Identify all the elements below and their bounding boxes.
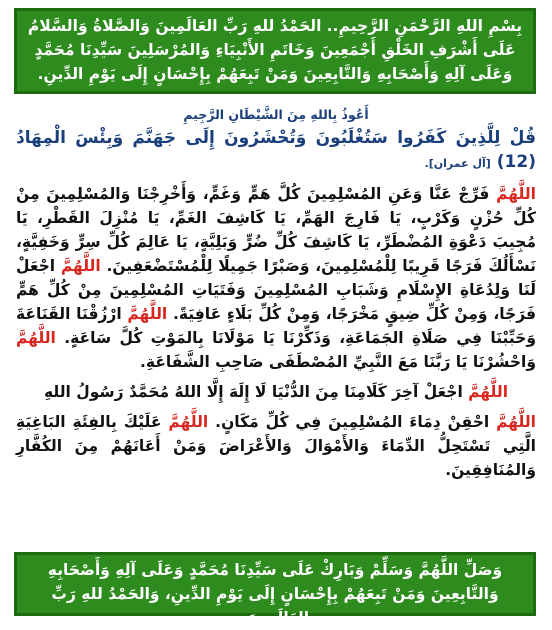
dua-paragraph-3 <box>16 410 536 482</box>
allahumma-word: اللَّهُمَّ <box>496 185 536 203</box>
main-content <box>16 100 536 548</box>
dua-text: اجْعَلْ آخِرَ كَلَامِنَا مِنَ الدُّنْيَا لَا إِلَهَ إِلَّا اللهُ مُحَمَّدٌ رَسُولُ اللهِ <box>43 383 469 401</box>
verse-reference: [آل عمران]. <box>424 157 491 170</box>
opening-text: بِسْمِ اللهِ الرَّحْمَنِ الرَّحِيمِ.. الحَمْدُ للهِ رَبِّ العَالَمِينَ وَالصَّلاةُ وَالسَّلامُ عَلَى أَشْرَفِ الخَلْقِ أَجْمَعِينَ وَخَاتَمِ الأَنْبِيَاءِ وَالمُرْسَلِينَ سَيِّدِنَا مُحَمَّدٍ وَعَلَى آلِهِ وَأَصْحَابِهِ وَالتَّابِعِينَ وَمَنْ تَبِعَهُمْ بِإِحْسَانٍ إِلَى يَوْمِ الدِّينِ. <box>27 17 523 83</box>
allahumma-word: اللَّهُمَّ <box>468 383 509 401</box>
dua-text: ارْزُقْنَا القَنَاعَةَ وَحَبِّبْنَا فِي صَلَاةِ الجَمَاعَةِ، وَذَكِّرْنَا يَا مَوْلَانَا بِالمَوْتِ كُلَّ سَاعَةٍ. <box>16 305 536 347</box>
dua-paragraph-1 <box>16 182 536 374</box>
dua-text: اجْعَلْ لَنَا وَلِدُعَاةِ الإِسْلَامِ وَشَبَابِ المُسْلِمِينَ وَفَتَيَاتِ المُسْلِمِينَ مِنْ كُلِّ هَمٍّ فَرَجًا، وَمِنْ كُلِّ ضِيقٍ مَخْرَجًا، وَمِنْ كُلِّ بَلَاءٍ عَافِيَةً. <box>16 257 536 323</box>
dua-text: احْقِنْ دِمَاءَ المُسْلِمِينَ فِي كُلِّ مَكَانٍ. <box>208 413 497 431</box>
dua-text: عَلَيْكَ بِالفِئَةِ البَاغِيَةِ الَّتِي تَسْتَحِلُّ الدِّمَاءَ وَالأَمْوَالَ وَالأَعْرَاضَ وَمَنْ أَعَانَهُمْ مِنَ الكُفَّارِ وَالمُنَافِقِينَ. <box>16 413 536 479</box>
dua-text: فَرِّجْ عَنَّا وَعَنِ المُسْلِمِينَ كُلَّ هَمٍّ وَغَمٍّ، وَأَخْرِجْنَا وَالمُسْلِمِينَ مِنْ كُلِّ حُزْنٍ وَكَرْبٍ، يَا فَارِجَ الهَمِّ، يَا كَاشِفَ الغَمِّ، يَا مُنْزِلَ القَطْرِ، يَا مُجِيبَ دَعْوَةِ المُضْطَرِّ، يَا كَاشِفَ كُلِّ ضُرٍّ وَبَلِيَّةٍ، يَا عَالِمَ كُلِّ سِرٍّ وَخَفِيَّةٍ، نَسْأَلُكَ فَرَجًا قَرِيبًا لِلْمُسْلِمِينَ، وَصَبْرًا جَمِيلًا لِلْمُسْتَضْعَفِينَ. <box>16 185 536 275</box>
dua-paragraph-2 <box>16 380 536 404</box>
closing-band <box>14 552 536 627</box>
closing-text: وَصَلِّ اللَّهُمَّ وَسَلِّمْ وَبَارِكْ عَلَى سَيِّدِنَا مُحَمَّدٍ وَعَلَى آلِهِ وَأَصْحَابِهِ وَالتَّابِعِينَ وَمَنْ تَبِعَهُمْ بِإِحْسَانٍ إِلَى يَوْمِ الدِّينِ، وَالحَمْدُ للهِ رَبِّ العَالَمِينَ. <box>47 561 503 627</box>
allahumma-word: اللَّهُمَّ <box>496 413 536 431</box>
taawwudh: أَعُوذُ بِاللهِ مِنَ الشَّيْطَانِ الرَّجِيمِ <box>183 107 369 122</box>
opening-band <box>14 8 536 94</box>
dua-text: وَاحْشُرْنَا يَا رَبَّنَا مَعَ النَّبِيِّ المُصْطَفَى صَاحِبِ الشَّفَاعَةِ. <box>140 353 536 371</box>
allahumma-word: اللَّهُمَّ <box>60 257 101 275</box>
quran-verse <box>16 126 536 176</box>
allahumma-word: اللَّهُمَّ <box>127 305 168 323</box>
allahumma-word: اللَّهُمَّ <box>16 329 56 347</box>
allahumma-word: اللَّهُمَّ <box>168 413 209 431</box>
verse-text: قُلْ لِلَّذِينَ كَفَرُوا سَتُغْلَبُونَ وَتُحْشَرُونَ إِلَى جَهَنَّمَ وَبِئْسَ الْمِهَادُ (12) <box>16 128 536 172</box>
